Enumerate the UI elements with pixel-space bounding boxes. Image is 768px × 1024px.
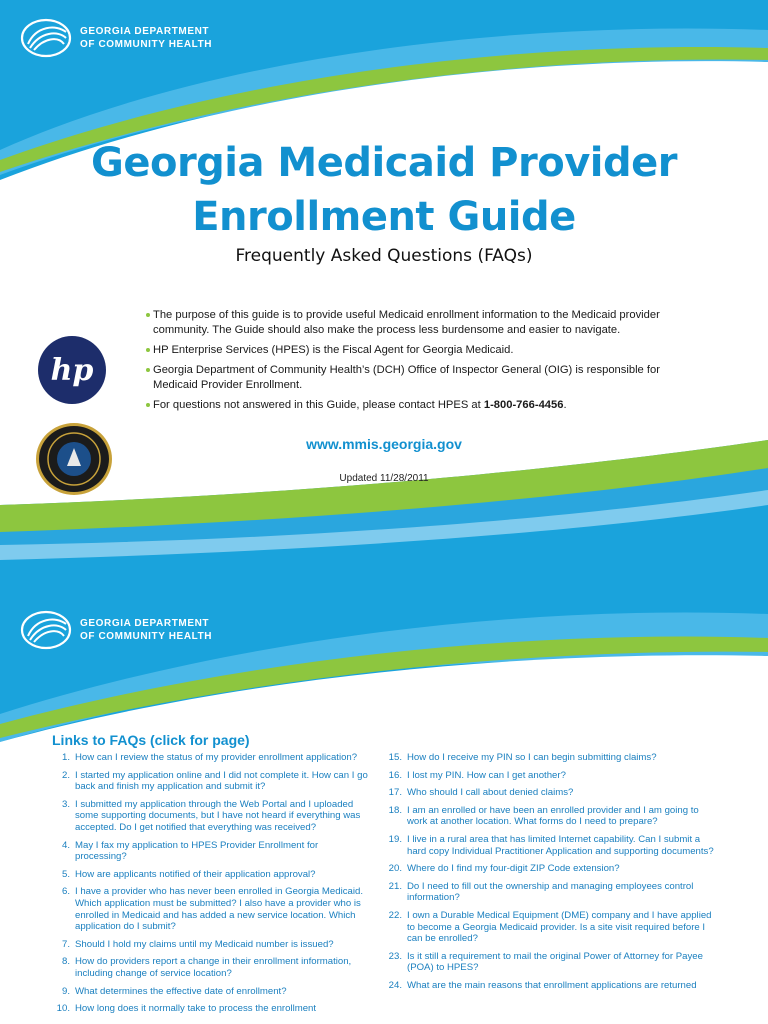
- logo-line-1: GEORGIA DEPARTMENT: [80, 618, 210, 629]
- logo-line-2: OF COMMUNITY HEALTH: [80, 631, 213, 642]
- bullet-item: For questions not answered in this Guide, please contact HPES at 1-800-766-4456.: [146, 398, 686, 413]
- title-line-1: Georgia Medicaid Provider: [91, 140, 677, 186]
- dch-logo: [20, 16, 212, 60]
- bullet-item: HP Enterprise Services (HPES) is the Fiscal Agent for Georgia Medicaid.: [146, 343, 686, 358]
- bullet-dot-icon: [146, 313, 150, 317]
- bullet-dot-icon: [146, 403, 150, 407]
- hpes-phone: 1-800-766-4456: [483, 399, 564, 411]
- faq-link[interactable]: 20. Where do I find my four-digit ZIP Code extension?: [388, 863, 620, 875]
- logo-line-2: OF COMMUNITY HEALTH: [80, 39, 213, 50]
- faq-link[interactable]: 5. How are applicants notified of their application approval?: [61, 868, 316, 880]
- faq-link[interactable]: 1. How can I review the status of my provider enrollment application?: [61, 752, 358, 763]
- faq-heading: Links to FAQs (click for page): [52, 732, 250, 748]
- page-subtitle: Frequently Asked Questions (FAQs): [235, 246, 533, 266]
- dch-swirl-icon: [20, 16, 74, 60]
- faq-link[interactable]: 3. I submitted my application through the Web Portal and I uploaded some supporting documents, but I have not heard if everything was accepted. Do I get notified that everything was received?: [61, 798, 361, 833]
- faq-list-left: [52, 752, 372, 1021]
- faq-link[interactable]: 9. What determines the effective date of enrollment?: [61, 985, 287, 997]
- faq-link[interactable]: 7. Should I hold my claims until my Medicaid number is issued?: [61, 938, 334, 950]
- website-link[interactable]: www.mmis.georgia.gov: [306, 436, 462, 452]
- faq-link[interactable]: 6. I have a provider who has never been enrolled in Georgia Medicaid. Which application must be submitted? I also have a provider who is enrolled in Medicaid and has added a new service location. Which application do I submit?: [61, 886, 363, 933]
- faq-link[interactable]: 19. I live in a rural area that has limited Internet capability. Can I submit a hard copy Individual Practitioner Application and supporting documents?: [388, 833, 714, 857]
- faq-link[interactable]: 22. I own a Durable Medical Equipment (DME) company and I have applied to become a Georgia Medicaid provider. Is a site visit required before I can be enrolled?: [388, 909, 712, 945]
- logo-line-1: GEORGIA DEPARTMENT: [80, 26, 210, 37]
- dch-logo: [20, 608, 212, 652]
- updated-date: Updated 11/28/2011: [339, 473, 429, 484]
- faq-link[interactable]: 4. May I fax my application to HPES Provider Enrollment for processing?: [61, 839, 319, 863]
- bullet-item: Georgia Department of Community Health’s (DCH) Office of Inspector General (OIG) is responsible for Medicaid Provider Enrollment.: [146, 363, 686, 393]
- title-line-2: Enrollment Guide: [192, 194, 576, 240]
- intro-bullet-list: [146, 308, 686, 418]
- faq-link[interactable]: 17. Who should I call about denied claims?: [388, 787, 574, 799]
- hp-logo: [38, 336, 106, 404]
- oig-seal: [36, 423, 112, 495]
- faq-link[interactable]: 15. How do I receive my PIN so I can begin submitting claims?: [388, 752, 657, 763]
- faq-link[interactable]: 23. Is it still a requirement to mail the original Power of Attorney for Payee (POA) to HPES?: [388, 950, 703, 974]
- faq-list-right: [384, 752, 714, 998]
- dch-swirl-icon: [20, 608, 74, 652]
- bullet-item: The purpose of this guide is to provide useful Medicaid enrollment information to the Medicaid provider community. The Guide should also make the process less burdensome and easier to navigate.: [146, 308, 686, 338]
- svg-text:hp: hp: [50, 353, 94, 388]
- faq-link[interactable]: 21. Do I need to fill out the ownership and managing employees control information?: [388, 880, 694, 904]
- faq-link[interactable]: 24. What are the main reasons that enrollment applications are returned: [388, 979, 697, 991]
- faq-link[interactable]: 2. I started my application online and I did not complete it. How can I go back and finish my application and submit it?: [61, 769, 368, 793]
- faq-link[interactable]: 16. I lost my PIN. How can I get another?: [388, 769, 566, 781]
- faq-link[interactable]: 8. How do providers report a change in their enrollment information, including change of service location?: [61, 956, 352, 979]
- hp-logo-icon: [38, 336, 106, 404]
- faq-page: [0, 574, 768, 1024]
- bullet-dot-icon: [146, 368, 150, 372]
- bullet-dot-icon: [146, 348, 150, 352]
- faq-link[interactable]: 10. How long does it normally take to process the enrollment: [56, 1003, 317, 1015]
- page-title: [0, 136, 768, 244]
- faq-link[interactable]: 18. I am an enrolled or have been an enrolled provider and I am going to work at another location. What forms do I need to prepare?: [388, 804, 699, 828]
